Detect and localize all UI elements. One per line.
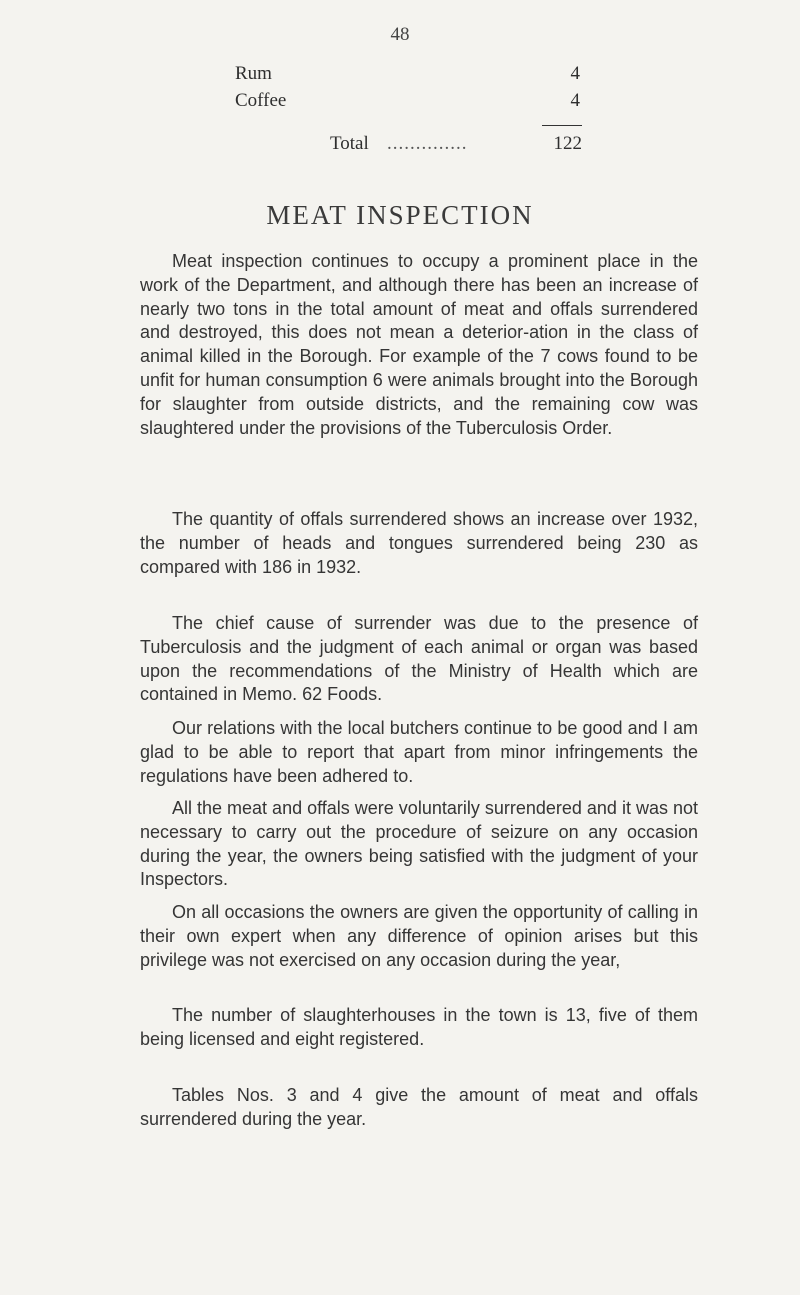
- paragraph: All the meat and offals were voluntarily surrendered and it was not necessary to carry out the procedure of seizure on any occasion during the year, the owners being satisfied with the judgment of your Inspectors.: [140, 798, 698, 890]
- total-rule: [542, 125, 582, 126]
- paragraph: Meat inspection continues to occupy a prominent place in the work of the Department, and although there has been an increase of nearly two tons in the total amount of meat and offals surrendered and destroyed, this does not mean a deterior-ation in the class of animal killed in the Borough. For example of the 7 cows found to be unfit for human consumption 6 were animals brought into the Borough for slaughter from outside districts, and the remaining cow was slaughtered under the provisions of the Tuberculosis Order.: [140, 251, 698, 438]
- total-row: [330, 130, 582, 158]
- item-count: 4: [570, 63, 580, 84]
- paragraph: Tables Nos. 3 and 4 give the amount of meat and offals surrendered during the year.: [140, 1085, 698, 1129]
- paragraph: The chief cause of surrender was due to the presence of Tuberculosis and the judgment of each animal or organ was based upon the recommendations of the Ministry of Health which are contained in Memo. 62 Foods.: [140, 613, 698, 705]
- section-title: MEAT INSPECTION: [266, 200, 534, 230]
- stock-table: [235, 60, 580, 114]
- paragraph: On all occasions the owners are given the opportunity of calling in their own expert when any difference of opinion arises but this privilege was not exercised on any occasion during the year,: [140, 902, 698, 970]
- item-count: 4: [570, 90, 580, 111]
- total-label: Total: [330, 133, 369, 154]
- table-row: [235, 60, 580, 87]
- paragraph: The number of slaughterhouses in the town is 13, five of them being licensed and eight registered.: [140, 1005, 698, 1049]
- total-value: 122: [553, 133, 582, 154]
- item-name: Coffee: [235, 90, 287, 111]
- paragraph: Our relations with the local butchers continue to be good and I am glad to be able to report that apart from minor infringements the regulations have been adhered to.: [140, 718, 698, 786]
- item-name: Rum: [235, 63, 272, 84]
- paragraph: The quantity of offals surrendered shows an increase over 1932, the number of heads and tongues surrendered being 230 as compared with 186 in 1932.: [140, 509, 698, 577]
- page-number: 48: [390, 24, 410, 45]
- dot-leader: ..............: [387, 133, 468, 154]
- table-row: [235, 87, 580, 114]
